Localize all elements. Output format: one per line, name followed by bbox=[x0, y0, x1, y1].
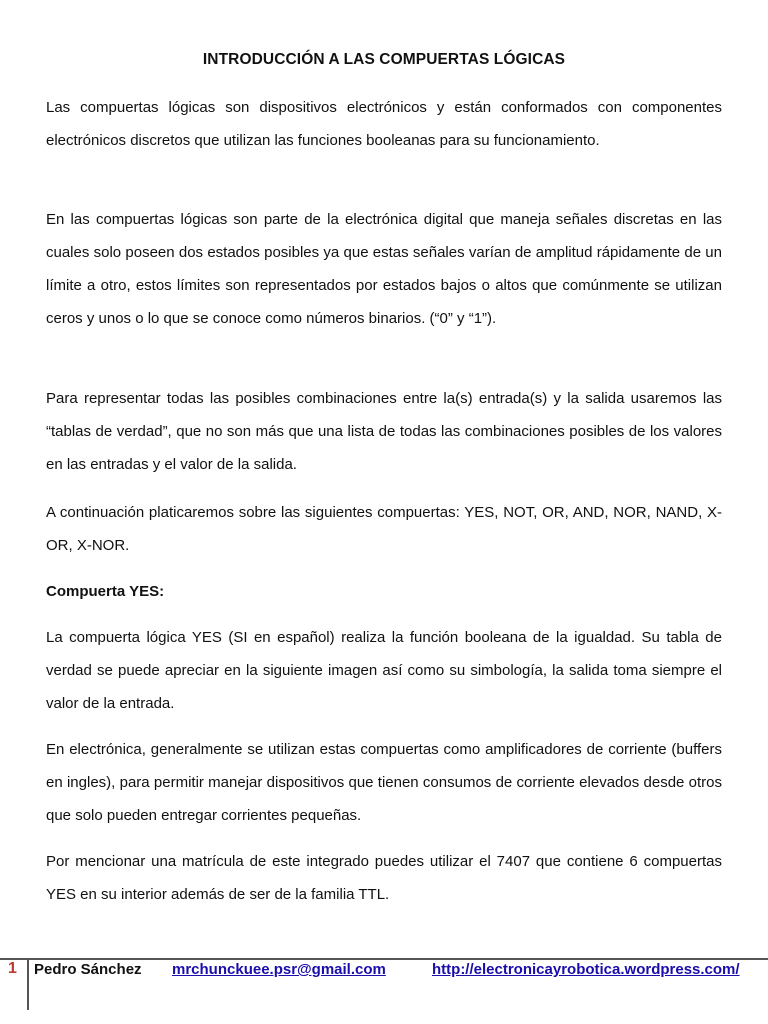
footer-vertical-divider bbox=[27, 958, 29, 1010]
paragraph-yes-7407: Por mencionar una matrícula de este integrado puedes utilizar el 7407 que contiene 6 compuertas YES en su interior además de ser de la familia TTL. bbox=[46, 853, 722, 903]
paragraph-gate-list: A continuación platicaremos sobre las siguientes compuertas: YES, NOT, OR, AND, NOR, NAND, X-OR, X-NOR. bbox=[46, 504, 722, 554]
page-number: 1 bbox=[8, 960, 17, 977]
page-footer bbox=[0, 955, 768, 1024]
footer-email-link[interactable]: mrchunckuee.psr@gmail.com bbox=[172, 961, 386, 978]
section-heading-yes-gate: Compuerta YES: bbox=[46, 583, 165, 600]
footer-website-link[interactable]: http://electronicayrobotica.wordpress.com/ bbox=[432, 961, 740, 978]
document-body bbox=[46, 46, 722, 903]
paragraph-intro: Las compuertas lógicas son dispositivos electrónicos y están conformados con componentes electrónicos discretos que utilizan las funciones booleanas para su funcionamiento. bbox=[46, 99, 722, 149]
paragraph-yes-function: La compuerta lógica YES (SI en español) realiza la función booleana de la igualdad. Su tabla de verdad se puede apreciar en la siguiente imagen así como su simbología, la salida toma siempre el valor de la entrada. bbox=[46, 629, 722, 712]
paragraph-truth-tables: Para representar todas las posibles combinaciones entre la(s) entrada(s) y la salida usaremos las “tablas de verdad”, que no son más que una lista de todas las combinaciones posibles de los valores en las entradas y el valor de la salida. bbox=[46, 390, 722, 473]
page-title: INTRODUCCIÓN A LAS COMPUERTAS LÓGICAS bbox=[202, 51, 566, 68]
paragraph-digital-electronics: En las compuertas lógicas son parte de la electrónica digital que maneja señales discretas en las cuales solo poseen dos estados posibles ya que estas señales varían de amplitud rápidamente de un límite a otro, estos límites son representados por estados bajos o altos que comúnmente se utilizan ceros y unos o lo que se conoce como números binarios. (“0” y “1”). bbox=[46, 211, 722, 327]
footer-divider bbox=[0, 958, 768, 960]
paragraph-yes-buffers: En electrónica, generalmente se utilizan estas compuertas como amplificadores de corriente (buffers en ingles), para permitir manejar dispositivos que tienen consumos de corriente elevados desde otros que solo pueden entregar corrientes pequeñas. bbox=[46, 741, 722, 824]
footer-author: Pedro Sánchez bbox=[34, 961, 142, 978]
